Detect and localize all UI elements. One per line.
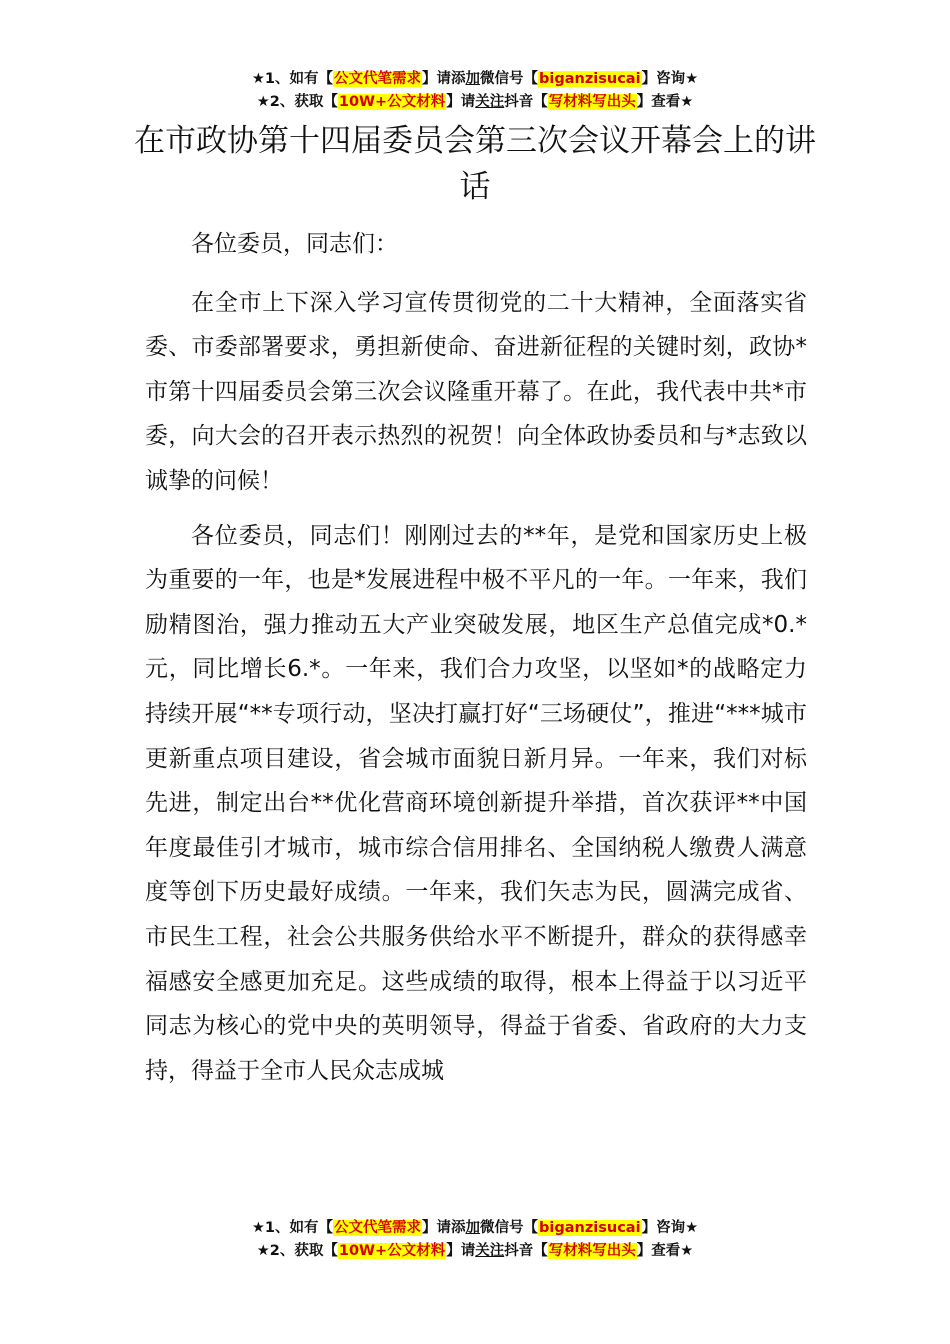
banner-text: 】查看★: [636, 94, 694, 110]
document-body: [145, 222, 807, 1103]
banner-text: 】咨询★: [641, 1220, 699, 1236]
banner-text: 】咨询★: [641, 71, 699, 87]
banner-highlight: 公文代笔需求: [334, 1220, 422, 1236]
banner-text: ★1、如有【: [251, 71, 334, 87]
banner-line-1: [0, 68, 950, 91]
greeting: 各位委员，同志们：: [191, 231, 398, 257]
banner-line-2: [0, 91, 950, 114]
banner-highlight: 公文代笔需求: [334, 71, 422, 87]
banner-highlight: biganzisucai: [539, 71, 641, 87]
banner-text: 微信号【: [480, 1220, 539, 1236]
banner-text: 微信号【: [480, 71, 539, 87]
footer-banner: [0, 1217, 950, 1263]
document-title: 在市政协第十四届委员会第三次会议开幕会上的讲话: [134, 123, 816, 205]
banner-text: 】请添: [422, 1220, 466, 1236]
banner-underlined-text: 关注: [475, 1243, 505, 1259]
banner-text: ★1、如有【: [251, 1220, 334, 1236]
banner-underlined-text: 加: [465, 71, 481, 87]
banner-text: ★2、获取【: [256, 1243, 338, 1259]
banner-highlight: biganzisucai: [539, 1220, 641, 1236]
banner-underlined-text: 关注: [475, 94, 505, 110]
banner-highlight: 写材料写出头: [548, 1243, 636, 1259]
banner-highlight: 10W+公文材料: [338, 94, 446, 110]
banner-text: 】请: [446, 94, 476, 110]
banner-text: ★2、获取【: [256, 94, 338, 110]
paragraph: 各位委员，同志们！刚刚过去的**年，是党和国家历史上极为重要的一年，也是*发展进程中极不平凡的一年。一年来，我们励精图治，强力推动五大产业突破发展，地区生产总值完成*0.*元，同比增长6.*。一年来，我们合力攻坚，以坚如*的战略定力持续开展“**专项行动，坚决打赢打好“三场硬仗”，推进“***城市更新重点项目建设，省会城市面貌日新月异。一年来，我们对标先进，制定出台**优化营商环境创新提升举措，首次获评**中国年度最佳引才城市，城市综合信用排名、全国纳税人缴费人满意度等创下历史最好成绩。一年来，我们矢志为民，圆满完成省、市民生工程，社会公共服务供给水平不断提升，群众的获得感幸福感安全感更加充足。这些成绩的取得，根本上得益于以习近平同志为核心的党中央的英明领导，得益于省委、省政府的大力支持，得益于全市人民众志成城: [145, 522, 807, 1084]
header-banner: [0, 68, 950, 114]
paragraph: 在全市上下深入学习宣传贯彻党的二十大精神，全面落实省委、市委部署要求，勇担新使命、奋进新征程的关键时刻，政协*市第十四届委员会第三次会议隆重开幕了。在此，我代表中共*市委，向大会的召开表示热烈的祝贺！向全体政协委员和与*志致以诚挚的问候！: [145, 289, 807, 494]
banner-text: 】查看★: [636, 1243, 694, 1259]
banner-highlight: 写材料写出头: [548, 94, 636, 110]
banner-underlined-text: 加: [465, 1220, 481, 1236]
banner-line-1: [0, 1217, 950, 1240]
banner-line-2: [0, 1240, 950, 1263]
banner-text: 抖音【: [504, 1243, 548, 1259]
banner-text: 】请添: [422, 71, 466, 87]
banner-text: 抖音【: [504, 94, 548, 110]
banner-text: 】请: [446, 1243, 476, 1259]
banner-highlight: 10W+公文材料: [338, 1243, 446, 1259]
